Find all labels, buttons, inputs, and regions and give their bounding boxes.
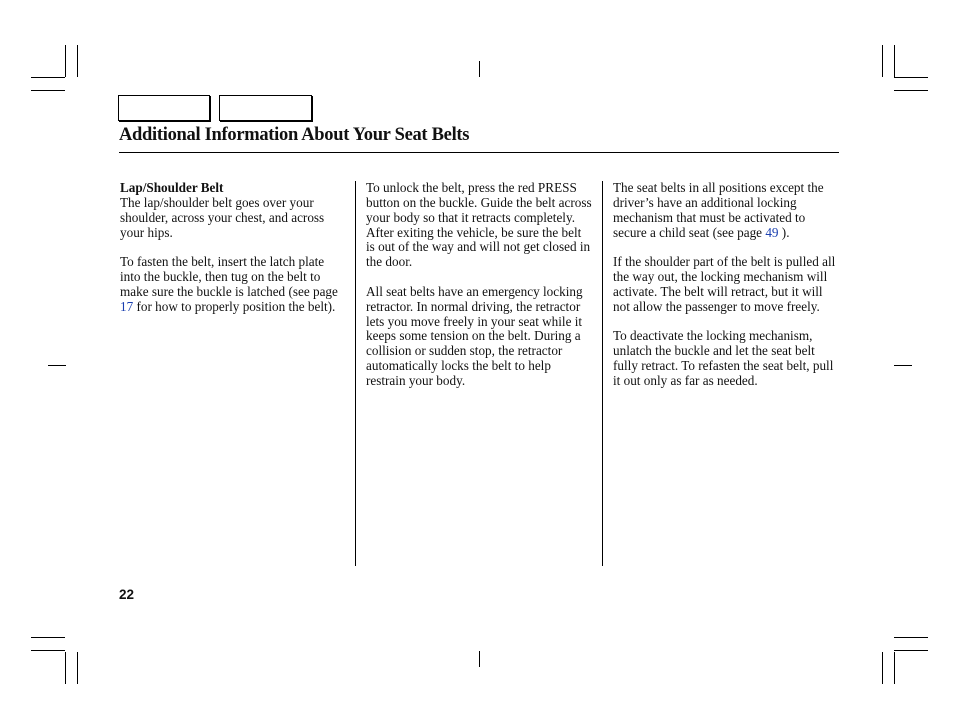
header-tab-box-1: [118, 95, 210, 121]
column-3: [613, 181, 839, 404]
paragraph-text: for how to properly position the belt).: [133, 298, 336, 314]
header-tab-box-2: [219, 95, 312, 121]
paragraph-text: ).: [778, 224, 790, 240]
unlock-paragraph: To unlock the belt, press the red PRESS button on the buckle. Guide the belt across your body so that it retracts completely. After exiting the vehicle, be sure the belt is out of the way and will not get closed in the door.: [366, 180, 592, 270]
title-rule: [119, 152, 839, 153]
column-1: [120, 181, 346, 329]
page-title: Additional Information About Your Seat Belts: [119, 125, 470, 145]
column-divider: [355, 181, 356, 566]
paragraph-text: The seat belts in all positions except the driver’s have an additional locking mechanism that must be activated to secure a child seat (see page: [613, 180, 824, 240]
column-divider: [602, 181, 603, 566]
page-link-49[interactable]: 49: [765, 224, 779, 240]
paragraph-text: To fasten the belt, insert the latch plate into the buckle, then tug on the belt to make sure the buckle is latched (see page: [120, 254, 338, 299]
paragraph-text: The lap/shoulder belt goes over your shoulder, across your chest, and across your hips.: [120, 194, 325, 240]
retractor-paragraph: All seat belts have an emergency locking retractor. In normal driving, the retractor lets you move freely in your seat while it keeps some tension on the belt. During a collision or sudden stop, the retractor automatically locks the belt to help restrain your body.: [366, 283, 583, 388]
column-2: [366, 181, 592, 404]
page-number: 22: [119, 587, 135, 602]
child-seat-paragraph: [613, 181, 839, 240]
deactivation-paragraph: To deactivate the locking mechanism, unlatch the buckle and let the seat belt fully retract. To refasten the seat belt, pull it out only as far as needed.: [613, 328, 834, 388]
lap-shoulder-paragraph: [120, 181, 346, 240]
activation-paragraph: If the shoulder part of the belt is pulled all the way out, the locking mechanism will activate. The belt will retract, but it will not allow the passenger to move freely.: [613, 254, 836, 314]
page-link-17[interactable]: 17: [120, 298, 134, 314]
section-subheading: Lap/Shoulder Belt: [120, 180, 224, 195]
fasten-paragraph: [120, 255, 346, 314]
